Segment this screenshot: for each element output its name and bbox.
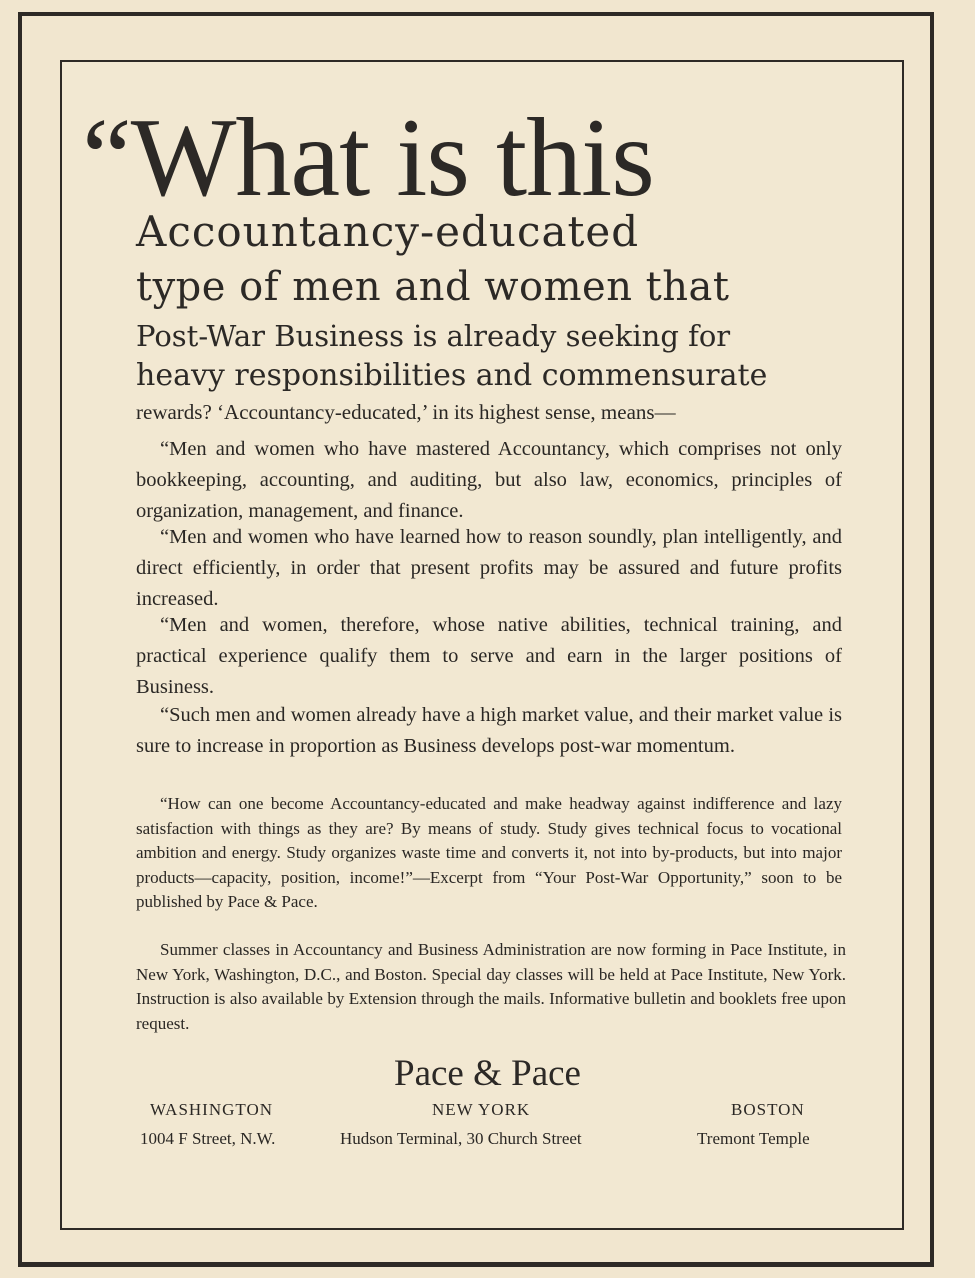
- office-city-washington: WASHINGTON: [150, 1100, 274, 1119]
- office-city-new-york: NEW YORK: [432, 1100, 531, 1119]
- office-address-washington: 1004 F Street, N.W.: [140, 1129, 276, 1148]
- office-city-boston: BOSTON: [731, 1100, 805, 1119]
- signature: Pace & Pace: [394, 1053, 581, 1094]
- quote-paragraph: “Men and women, therefore, whose native abilities, technical training, and practical experience qualify them to serve and earn in the larger positions of Business.: [136, 614, 842, 698]
- excerpt-paragraph: “How can one become Accountancy-educated and make headway against indifference and lazy satisfaction with things as they are? By means of study. Study gives technical focus to vocational ambition and energy. Study organizes waste time and converts it, not into by-products, but into major products—capacity, position, income!”—Excerpt from “Your Post-War Opportunity,” soon to be published by Pace & Pace.: [136, 794, 842, 911]
- subhead-line-4: heavy responsibilities and commensurate: [136, 358, 768, 393]
- quote-paragraph: “Men and women who have mastered Accountancy, which comprises not only bookkeeping, accounting, and auditing, but also law, economics, principles of organization, management, and finance.: [136, 438, 842, 522]
- subhead-line-1: Accountancy-educated: [136, 207, 640, 256]
- lead-in: rewards? ‘Accountancy-educated,’ in its highest sense, means—: [136, 400, 676, 424]
- subhead-line-2: type of men and women that: [136, 264, 730, 310]
- quote-paragraph: “Men and women who have learned how to reason soundly, plan intelligently, and direct efficiently, in order that present profits may be assured and future profits increased.: [136, 526, 842, 610]
- subhead-line-3: Post-War Business is already seeking for: [136, 319, 731, 353]
- headline: “What is this: [82, 96, 654, 220]
- quote-paragraph: “Such men and women already have a high market value, and their market value is sure to increase in proportion as Business develops post-war momentum.: [136, 704, 842, 757]
- summer-classes-notice: Summer classes in Accountancy and Business Administration are now forming in Pace Institute, in New York, Washington, D.C., and Boston. Special day classes will be held at Pace Institute, New York. Instruction is also available by Extension through the mails. Informative bulletin and booklets free upon request.: [136, 940, 846, 1033]
- office-address-new-york: Hudson Terminal, 30 Church Street: [340, 1129, 582, 1148]
- office-address-boston: Tremont Temple: [697, 1129, 810, 1148]
